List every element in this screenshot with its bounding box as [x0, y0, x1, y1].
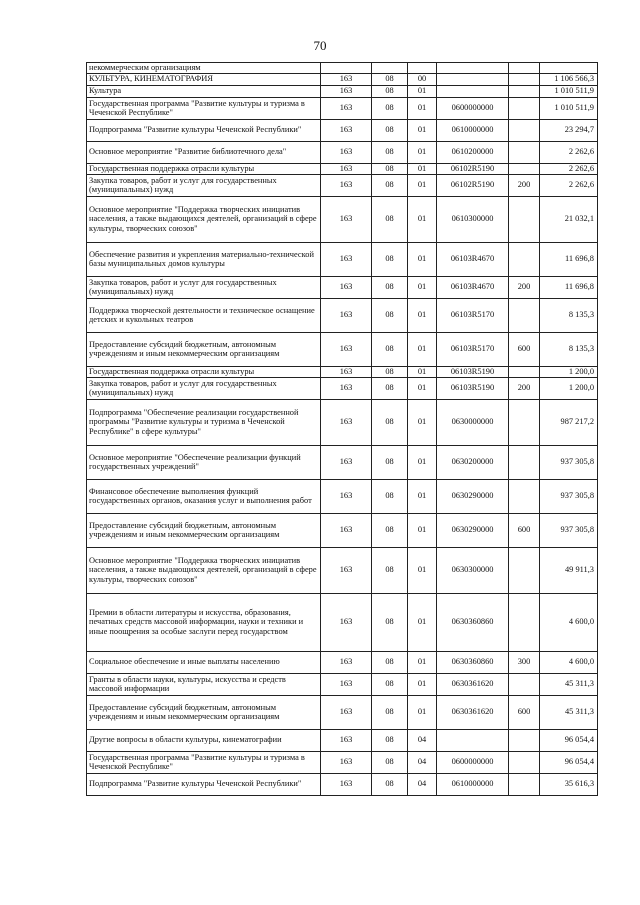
item-name-cell: Поддержка творческой деятельности и техническое оснащение детских и кукольных театров [87, 298, 321, 332]
table-row [87, 547, 598, 593]
expense-type-cell [509, 479, 540, 513]
section-code-cell: 08 [372, 399, 408, 445]
grbs-code-cell: 163 [321, 445, 372, 479]
amount-cell: 1 106 566,3 [540, 73, 598, 85]
grbs-code-cell: 163 [321, 174, 372, 196]
target-article-cell: 0630000000 [437, 399, 509, 445]
target-article-cell: 06103R4670 [437, 276, 509, 298]
item-name-cell: Основное мероприятие "Поддержка творческих инициатив населения, а также выдающихся деятелей, организаций в сфере культуры, творческих союзов" [87, 547, 321, 593]
grbs-code-cell: 163 [321, 513, 372, 547]
amount-cell: 35 616,3 [540, 773, 598, 795]
amount-cell: 8 135,3 [540, 332, 598, 366]
item-name-cell: Подпрограмма "Развитие культуры Чеченской Республики" [87, 773, 321, 795]
section-code-cell: 08 [372, 298, 408, 332]
table-row [87, 695, 598, 729]
amount-cell: 1 010 511,9 [540, 97, 598, 119]
item-name-cell: Подпрограмма "Развитие культуры Чеченской Республики" [87, 119, 321, 141]
item-name-cell: КУЛЬТУРА, КИНЕМАТОГРАФИЯ [87, 73, 321, 85]
target-article-cell: 0610000000 [437, 773, 509, 795]
item-name-cell: Основное мероприятие "Развитие библиотечного дела" [87, 141, 321, 163]
table-row [87, 366, 598, 377]
section-code-cell: 08 [372, 141, 408, 163]
section-code-cell: 08 [372, 773, 408, 795]
expense-type-cell [509, 141, 540, 163]
page-number: 70 [313, 38, 327, 53]
table-row [87, 242, 598, 276]
section-code-cell: 08 [372, 163, 408, 174]
grbs-code-cell: 163 [321, 547, 372, 593]
grbs-code-cell: 163 [321, 332, 372, 366]
amount-cell: 2 262,6 [540, 174, 598, 196]
table-row [87, 673, 598, 695]
expense-type-cell: 300 [509, 651, 540, 673]
table-row [87, 119, 598, 141]
section-code-cell: 08 [372, 651, 408, 673]
target-article-cell: 0630360860 [437, 593, 509, 651]
section-code-cell: 08 [372, 445, 408, 479]
amount-cell: 96 054,4 [540, 729, 598, 751]
item-name-cell: Гранты в области науки, культуры, искусства и средств массовой информации [87, 673, 321, 695]
table-row [87, 773, 598, 795]
amount-cell: 45 311,3 [540, 695, 598, 729]
item-name-cell: Финансовое обеспечение выполнения функций государственных органов, оказания услуг и выполнения работ [87, 479, 321, 513]
amount-cell: 21 032,1 [540, 196, 598, 242]
expense-type-cell [509, 547, 540, 593]
amount-cell: 1 200,0 [540, 377, 598, 399]
grbs-code-cell: 163 [321, 163, 372, 174]
amount-cell: 937 305,8 [540, 479, 598, 513]
target-article-cell: 06103R5190 [437, 377, 509, 399]
expense-type-cell [509, 97, 540, 119]
table-row [87, 332, 598, 366]
subsection-code-cell: 04 [408, 729, 437, 751]
subsection-code-cell: 01 [408, 276, 437, 298]
expense-type-cell [509, 119, 540, 141]
target-article-cell: 0600000000 [437, 97, 509, 119]
table-row [87, 174, 598, 196]
expense-type-cell [509, 63, 540, 74]
section-code-cell: 08 [372, 547, 408, 593]
grbs-code-cell: 163 [321, 141, 372, 163]
section-code-cell: 08 [372, 97, 408, 119]
table-row [87, 73, 598, 85]
expense-type-cell [509, 242, 540, 276]
expense-type-cell [509, 673, 540, 695]
amount-cell: 4 600,0 [540, 651, 598, 673]
grbs-code-cell: 163 [321, 593, 372, 651]
table-row [87, 729, 598, 751]
expense-type-cell [509, 399, 540, 445]
table-row [87, 479, 598, 513]
section-code-cell: 08 [372, 242, 408, 276]
item-name-cell: Закупка товаров, работ и услуг для государственных (муниципальных) нужд [87, 174, 321, 196]
grbs-code-cell: 163 [321, 366, 372, 377]
expense-type-cell [509, 298, 540, 332]
section-code-cell: 08 [372, 377, 408, 399]
section-code-cell: 08 [372, 513, 408, 547]
subsection-code-cell [408, 63, 437, 74]
subsection-code-cell: 01 [408, 513, 437, 547]
table-row [87, 276, 598, 298]
item-name-cell: Предоставление субсидий бюджетным, автономным учреждениям и иным некоммерческим организациям [87, 513, 321, 547]
section-code-cell: 08 [372, 174, 408, 196]
amount-cell: 1 010 511,9 [540, 85, 598, 97]
table-row [87, 399, 598, 445]
item-name-cell: Основное мероприятие "Поддержка творческих инициатив населения, а также выдающихся деятелей, организаций в сфере культуры, творческих союзов" [87, 196, 321, 242]
target-article-cell: 06103R5190 [437, 366, 509, 377]
grbs-code-cell: 163 [321, 298, 372, 332]
section-code-cell: 08 [372, 695, 408, 729]
expense-type-cell [509, 163, 540, 174]
subsection-code-cell: 01 [408, 651, 437, 673]
grbs-code-cell: 163 [321, 196, 372, 242]
amount-cell: 49 911,3 [540, 547, 598, 593]
table-row [87, 97, 598, 119]
section-code-cell: 08 [372, 196, 408, 242]
grbs-code-cell: 163 [321, 729, 372, 751]
target-article-cell: 06103R5170 [437, 298, 509, 332]
item-name-cell: Культура [87, 85, 321, 97]
subsection-code-cell: 01 [408, 196, 437, 242]
subsection-code-cell: 01 [408, 366, 437, 377]
grbs-code-cell: 163 [321, 119, 372, 141]
subsection-code-cell: 01 [408, 547, 437, 593]
target-article-cell: 0610000000 [437, 119, 509, 141]
expense-type-cell [509, 445, 540, 479]
amount-cell [540, 63, 598, 74]
target-article-cell: 06102R5190 [437, 163, 509, 174]
section-code-cell [372, 63, 408, 74]
expense-type-cell [509, 366, 540, 377]
target-article-cell: 0610200000 [437, 141, 509, 163]
section-code-cell: 08 [372, 366, 408, 377]
item-name-cell: Государственная программа "Развитие культуры и туризма в Чеченской Республике" [87, 97, 321, 119]
grbs-code-cell: 163 [321, 695, 372, 729]
amount-cell: 96 054,4 [540, 751, 598, 773]
table-row [87, 196, 598, 242]
target-article-cell: 06103R4670 [437, 242, 509, 276]
target-article-cell: 0630361620 [437, 695, 509, 729]
item-name-cell: Государственная поддержка отрасли культуры [87, 163, 321, 174]
table-row [87, 751, 598, 773]
expense-type-cell [509, 73, 540, 85]
amount-cell: 2 262,6 [540, 141, 598, 163]
expense-type-cell [509, 729, 540, 751]
target-article-cell: 0630290000 [437, 479, 509, 513]
target-article-cell: 06103R5170 [437, 332, 509, 366]
item-name-cell: Другие вопросы в области культуры, кинематографии [87, 729, 321, 751]
expense-type-cell: 200 [509, 377, 540, 399]
subsection-code-cell: 01 [408, 85, 437, 97]
table-row [87, 377, 598, 399]
item-name-cell: Государственная поддержка отрасли культуры [87, 366, 321, 377]
target-article-cell: 0630200000 [437, 445, 509, 479]
expense-type-cell: 200 [509, 276, 540, 298]
item-name-cell: Предоставление субсидий бюджетным, автономным учреждениям и иным некоммерческим организациям [87, 695, 321, 729]
item-name-cell: Премии в области литературы и искусства, образования, печатных средств массовой информации, науки и техники и иные поощрения за особые заслуги перед государством [87, 593, 321, 651]
table-row [87, 298, 598, 332]
table-row [87, 513, 598, 547]
section-code-cell: 08 [372, 332, 408, 366]
item-name-cell: Социальное обеспечение и иные выплаты населению [87, 651, 321, 673]
subsection-code-cell: 01 [408, 174, 437, 196]
grbs-code-cell: 163 [321, 673, 372, 695]
table-row [87, 163, 598, 174]
amount-cell: 45 311,3 [540, 673, 598, 695]
expense-type-cell: 600 [509, 513, 540, 547]
subsection-code-cell: 01 [408, 377, 437, 399]
amount-cell: 987 217,2 [540, 399, 598, 445]
target-article-cell: 06102R5190 [437, 174, 509, 196]
grbs-code-cell: 163 [321, 85, 372, 97]
amount-cell: 11 696,8 [540, 242, 598, 276]
section-code-cell: 08 [372, 593, 408, 651]
table-row [87, 593, 598, 651]
grbs-code-cell: 163 [321, 97, 372, 119]
subsection-code-cell: 01 [408, 399, 437, 445]
grbs-code-cell: 163 [321, 73, 372, 85]
subsection-code-cell: 01 [408, 298, 437, 332]
section-code-cell: 08 [372, 751, 408, 773]
subsection-code-cell: 01 [408, 141, 437, 163]
budget-table [86, 62, 598, 796]
section-code-cell: 08 [372, 673, 408, 695]
target-article-cell [437, 73, 509, 85]
target-article-cell: 0630300000 [437, 547, 509, 593]
amount-cell: 8 135,3 [540, 298, 598, 332]
grbs-code-cell: 163 [321, 479, 372, 513]
grbs-code-cell: 163 [321, 651, 372, 673]
item-name-cell: Основное мероприятие "Обеспечение реализации функций государственных учреждений" [87, 445, 321, 479]
section-code-cell: 08 [372, 73, 408, 85]
budget-table-body [87, 63, 598, 796]
grbs-code-cell: 163 [321, 751, 372, 773]
item-name-cell: Обеспечение развития и укрепления материально-технической базы муниципальных домов культуры [87, 242, 321, 276]
item-name-cell: Подпрограмма "Обеспечение реализации государственной программы "Развитие культуры и туризма в Чеченской Республике" в сфере культуры" [87, 399, 321, 445]
section-code-cell: 08 [372, 729, 408, 751]
subsection-code-cell: 01 [408, 97, 437, 119]
subsection-code-cell: 01 [408, 445, 437, 479]
target-article-cell: 0610300000 [437, 196, 509, 242]
subsection-code-cell: 04 [408, 773, 437, 795]
table-row [87, 141, 598, 163]
target-article-cell: 0600000000 [437, 751, 509, 773]
item-name-cell: Государственная программа "Развитие культуры и туризма в Чеченской Республике" [87, 751, 321, 773]
target-article-cell [437, 85, 509, 97]
subsection-code-cell: 01 [408, 332, 437, 366]
item-name-cell: Предоставление субсидий бюджетным, автономным учреждениям и иным некоммерческим организациям [87, 332, 321, 366]
item-name-cell: некоммерческим организациям [87, 63, 321, 74]
expense-type-cell [509, 593, 540, 651]
grbs-code-cell: 163 [321, 773, 372, 795]
amount-cell: 2 262,6 [540, 163, 598, 174]
expense-type-cell [509, 85, 540, 97]
table-row [87, 85, 598, 97]
subsection-code-cell: 04 [408, 751, 437, 773]
amount-cell: 4 600,0 [540, 593, 598, 651]
table-row [87, 63, 598, 74]
expense-type-cell: 200 [509, 174, 540, 196]
item-name-cell: Закупка товаров, работ и услуг для государственных (муниципальных) нужд [87, 377, 321, 399]
amount-cell: 937 305,8 [540, 513, 598, 547]
table-row [87, 651, 598, 673]
amount-cell: 23 294,7 [540, 119, 598, 141]
subsection-code-cell: 01 [408, 695, 437, 729]
grbs-code-cell: 163 [321, 399, 372, 445]
expense-type-cell: 600 [509, 695, 540, 729]
subsection-code-cell: 01 [408, 593, 437, 651]
target-article-cell [437, 63, 509, 74]
section-code-cell: 08 [372, 85, 408, 97]
amount-cell: 11 696,8 [540, 276, 598, 298]
section-code-cell: 08 [372, 119, 408, 141]
target-article-cell: 0630290000 [437, 513, 509, 547]
subsection-code-cell: 01 [408, 242, 437, 276]
section-code-cell: 08 [372, 479, 408, 513]
table-row [87, 445, 598, 479]
grbs-code-cell [321, 63, 372, 74]
amount-cell: 937 305,8 [540, 445, 598, 479]
subsection-code-cell: 00 [408, 73, 437, 85]
section-code-cell: 08 [372, 276, 408, 298]
expense-type-cell [509, 196, 540, 242]
subsection-code-cell: 01 [408, 479, 437, 513]
subsection-code-cell: 01 [408, 163, 437, 174]
amount-cell: 1 200,0 [540, 366, 598, 377]
grbs-code-cell: 163 [321, 242, 372, 276]
target-article-cell: 0630360860 [437, 651, 509, 673]
subsection-code-cell: 01 [408, 119, 437, 141]
target-article-cell [437, 729, 509, 751]
item-name-cell: Закупка товаров, работ и услуг для государственных (муниципальных) нужд [87, 276, 321, 298]
target-article-cell: 0630361620 [437, 673, 509, 695]
grbs-code-cell: 163 [321, 276, 372, 298]
expense-type-cell: 600 [509, 332, 540, 366]
subsection-code-cell: 01 [408, 673, 437, 695]
expense-type-cell [509, 751, 540, 773]
grbs-code-cell: 163 [321, 377, 372, 399]
expense-type-cell [509, 773, 540, 795]
